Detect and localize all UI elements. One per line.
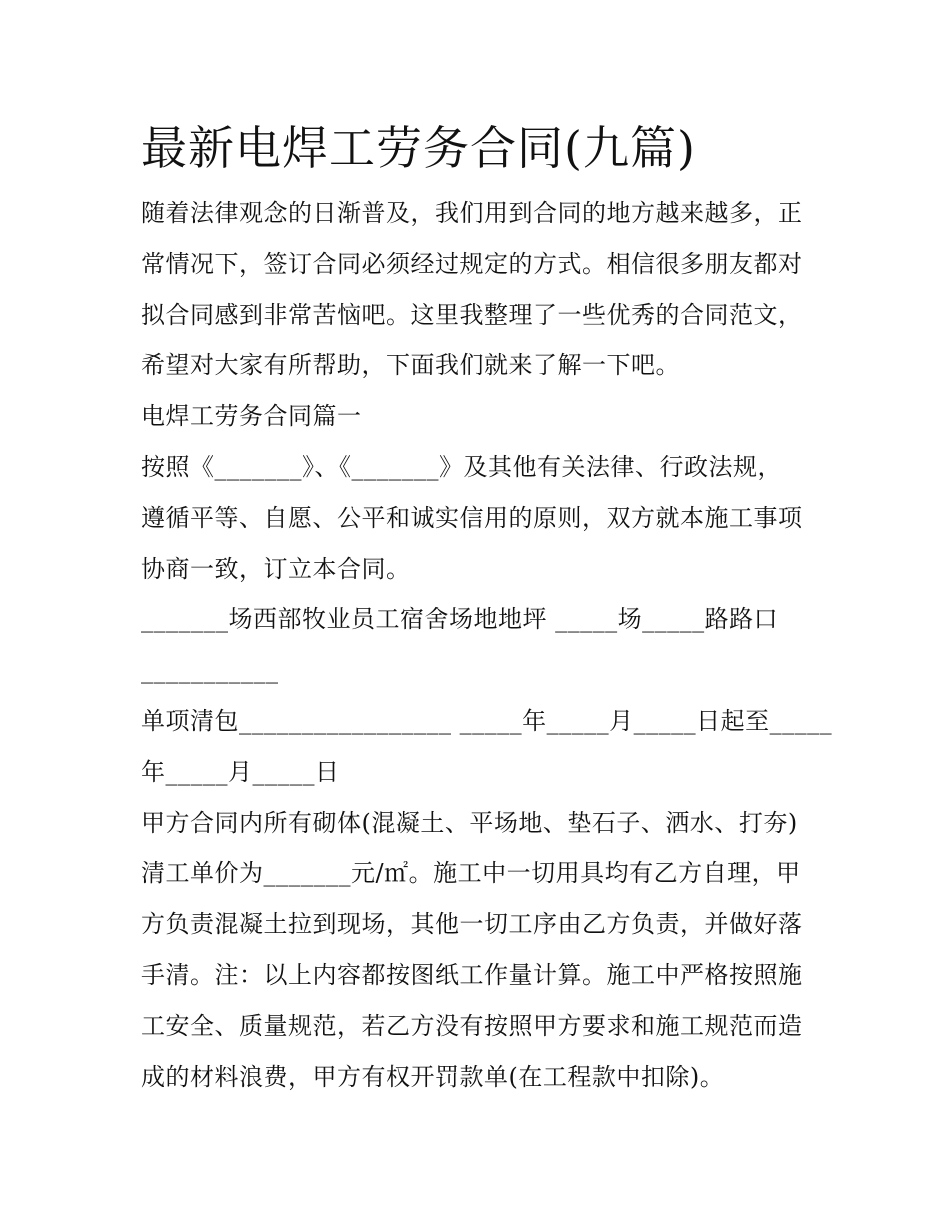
paragraph-line: 成的材料浪费，甲方有权开罚款单(在工程款中扣除)。 xyxy=(141,1062,725,1091)
paragraph-line: 单项清包_________________ _____年_____月_____日起至_____ xyxy=(141,706,833,735)
paragraph-line: 按照《_______》、《_______》及其他有关法律、行政法规， xyxy=(141,452,782,481)
paragraph-line: _______场西部牧业员工宿舍场地地坪 _____场_____路路口 xyxy=(141,605,779,634)
paragraph-line: 甲方合同内所有砌体(混凝土、平场地、垫石子、洒水、打夯) xyxy=(141,808,798,837)
paragraph-line: 常情况下，签订合同必须经过规定的方式。相信很多朋友都对 xyxy=(141,249,803,278)
paragraph-line: 方负责混凝土拉到现场，其他一切工序由乙方负责，并做好落 xyxy=(141,910,803,939)
paragraph-line: 协商一致，订立本合同。 xyxy=(141,554,411,583)
paragraph-line: 拟合同感到非常苦恼吧。这里我整理了一些优秀的合同范文， xyxy=(141,300,803,329)
paragraph-line: 工安全、质量规范，若乙方没有按照甲方要求和施工规范而造 xyxy=(141,1011,803,1040)
document-body xyxy=(141,188,833,1102)
paragraph-line: 遵循平等、自愿、公平和诚实信用的原则，双方就本施工事项 xyxy=(141,503,803,532)
paragraph-line: 希望对大家有所帮助，下面我们就来了解一下吧。 xyxy=(141,351,680,380)
paragraph-line: ___________ xyxy=(141,656,279,685)
paragraph-line: 年_____月_____日 xyxy=(141,757,340,786)
paragraph-line: 手清。注：以上内容都按图纸工作量计算。施工中严格按照施 xyxy=(141,960,803,989)
document-title: 最新电焊工劳务合同(九篇) xyxy=(141,121,696,175)
section-heading: 电焊工劳务合同篇一 xyxy=(141,402,362,431)
paragraph-line: 随着法律观念的日渐普及，我们用到合同的地方越来越多，正 xyxy=(141,199,803,227)
paragraph-line: 清工单价为_______元/㎡。施工中一切用具均有乙方自理，甲 xyxy=(141,859,801,888)
document-page xyxy=(141,108,833,1102)
